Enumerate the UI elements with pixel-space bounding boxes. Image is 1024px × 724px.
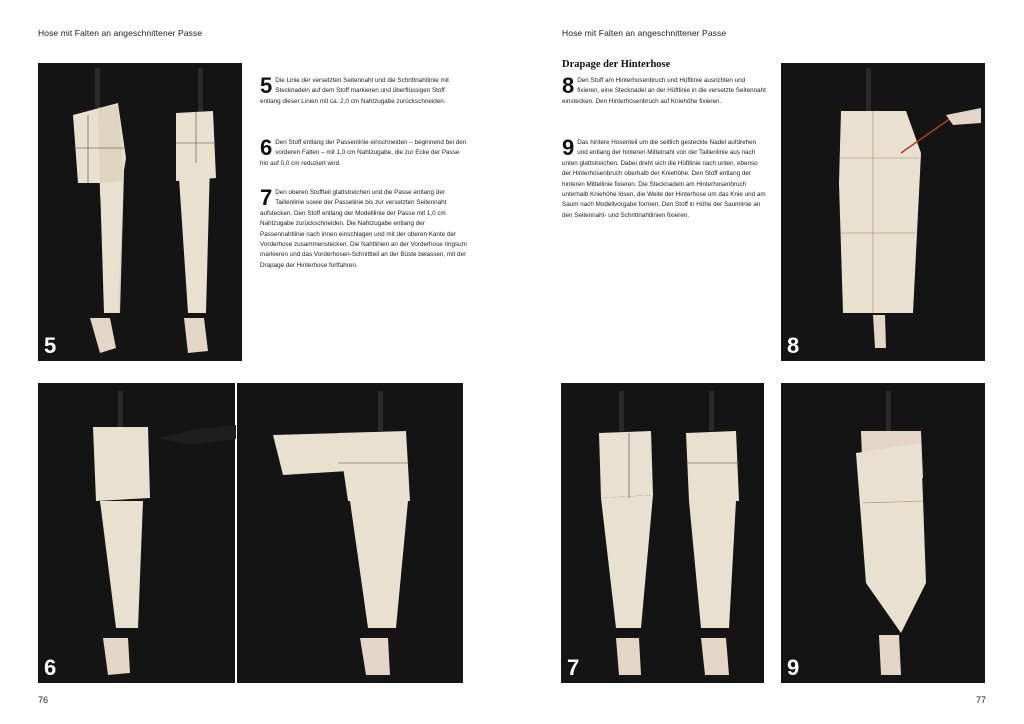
step-9 — [562, 135, 766, 221]
dress-form-illustration — [781, 383, 985, 683]
step-text: Das hintere Hosenteil um die seitlich gesteckte Nadel aufdrehen und entlang der hinteren Mittelnaht von der Taillenlinie aus nach unten glattstreichen. Dabei dreht sich die Hüftlinie nach unten, ebenso der Hinterhosenbruch oberhalb der Kniehöhe. Den Stoff entlang der hinteren Mittellinie fixieren. Die Stecknadeln am Hinterhosenbruch unterhalb Kniehöhe lösen, die Weite der Hinterhose um das Knie und am Saum nach Modellvorgabe formen. Den Stoff in Höhe der Saumlinie an den Seitennaht- und Schrittnahtlinien fixieren. — [562, 139, 766, 219]
step-text: Die Linie der versetzten Seitennaht und die Schrittnahtlinie mit Stecknadeln auf dem Stoff markieren und überflüssigen Stoff entlang dieser Linien mit ca. 2,0 cm Nahtzugabe zurückschneiden. — [260, 77, 449, 105]
photo-step-7 — [561, 383, 764, 683]
photo-step-6 — [38, 383, 463, 683]
step-number: 9 — [562, 135, 575, 160]
dress-form-illustration — [781, 63, 985, 361]
photo-step-8 — [781, 63, 985, 361]
step-text: Den oberen Stoffteil glattstreichen und die Passe entlang der Taillenlinie sowie der Passelinie bis zur versetzten Seitennaht aufstecken. Den Stoff entlang der Modelllinie der Passe mit 1,0 cm Nahtzugabe zurückschneiden. Die Nahtzugabe entlang der Passennahtlinie nach innen einschlagen und mit der oberen Kante der Vorderhose zusammenstecken. Die Nahtlinien an der Vorderhose ringsum markieren und das Vorderhosen-Schnittteil an der Büste belassen, mit der Drapage der Hinterhose fortfahren. — [260, 189, 467, 269]
photo-label: 8 — [787, 333, 800, 358]
step-number: 8 — [562, 73, 575, 98]
photo-label: 5 — [44, 333, 57, 358]
step-6 — [260, 135, 467, 169]
running-header-left: Hose mit Falten an angeschnittener Passe — [38, 28, 203, 38]
step-text: Den Stoff entlang der Passenlinie einschneiden – beginnend bei den vorderen Falten – mit 1,0 cm Nahtzugabe, die zur Ecke der Passe hin auf 0,0 cm reduziert wird. — [260, 139, 467, 167]
photo-label: 7 — [567, 655, 580, 680]
step-number: 6 — [260, 135, 273, 160]
running-header-right: Hose mit Falten an angeschnittener Passe — [562, 28, 727, 38]
section-heading: Drapage der Hinterhose — [562, 59, 671, 70]
step-8 — [562, 73, 766, 107]
photo-label: 6 — [44, 655, 57, 680]
dress-form-illustration — [38, 383, 463, 683]
photo-step-5 — [38, 63, 242, 361]
step-number: 5 — [260, 73, 273, 98]
dress-form-illustration — [38, 63, 242, 361]
page-number-right: 77 — [976, 695, 987, 705]
step-5 — [260, 73, 467, 107]
step-text: Den Stoff am Hinterhosenbruch und Hüftlinie ausrichten und fixieren, eine Stecknadel an der Hüftlinie in die versetzte Seitennaht einstecken. Den Hinterhosenbruch auf Kniehöhe fixieren. — [562, 77, 766, 105]
step-7 — [260, 185, 467, 271]
step-number: 7 — [260, 185, 273, 210]
dress-form-illustration — [561, 383, 764, 683]
page-number-left: 76 — [38, 695, 49, 705]
photo-label: 9 — [787, 655, 800, 680]
photo-step-9 — [781, 383, 985, 683]
